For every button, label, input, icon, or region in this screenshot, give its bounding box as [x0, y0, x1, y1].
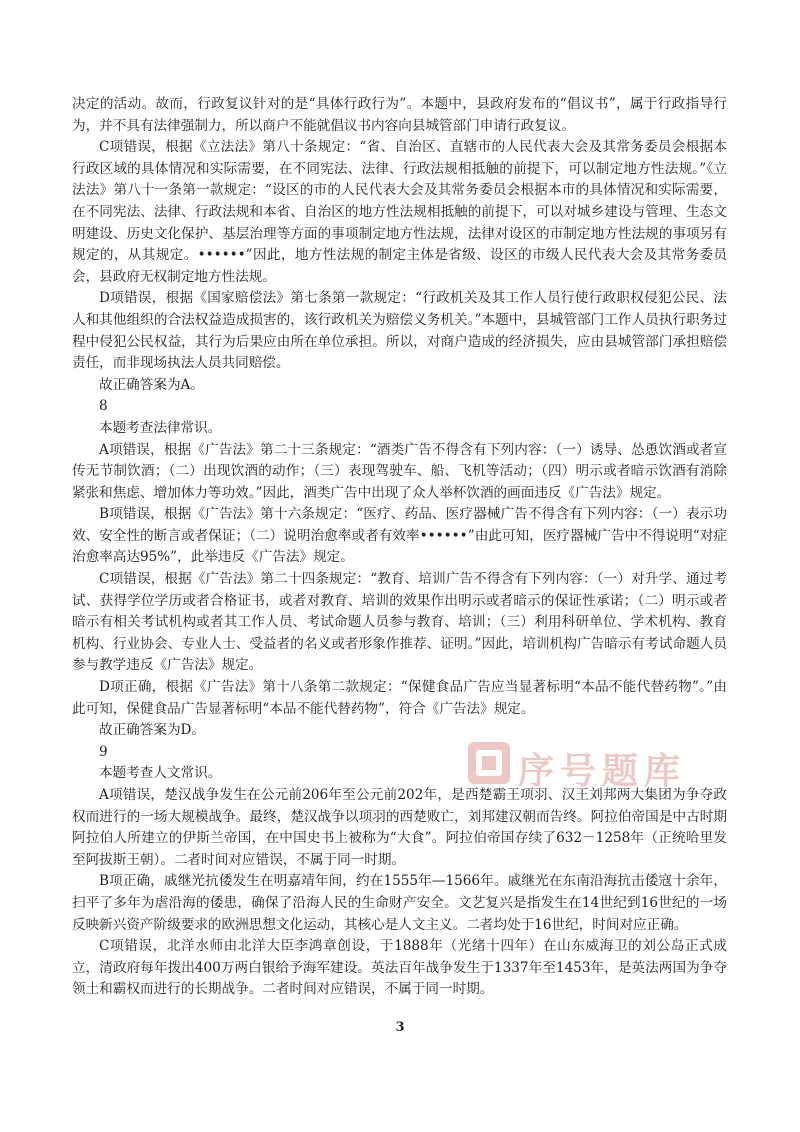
answer-line-q7: 故正确答案为A。	[99, 376, 204, 393]
watermark-text: 序号题库	[518, 751, 687, 792]
paragraph-q8-option-b: B项错误，根据《广告法》第十六条规定：“医疗、药品、医疗器械广告不得含有下列内容：（一）表示功效、安全性的断言或者保证；（二）说明治愈率或者有效率••••••”由此可知，医疗器械广告中不得说明“对症治愈率高达95%”，此举违反《广告法》规定。	[72, 506, 727, 566]
paragraph-option-d-compensation: D项错误，根据《国家赔偿法》第七条第一款规定：“行政机关及其工作人员行使行政职权侵犯公民、法人和其他组织的合法权益造成损害的，该行政机关为赔偿义务机关。”本题中，县城管部门工作人员执行职务过程中侵犯公民权益，其行为后果应由所在单位承担。所以，对商户造成的经济损失，应由县城管部门承担赔偿责任，而非现场执法人员共同赔偿。	[72, 290, 727, 372]
paragraph-q9-option-c: C项错误，北洋水师由北洋大臣李鸿章创设，于1888年（光绪十四年）在山东威海卫的刘公岛正式成立，清政府每年拨出400万两白银给予海军建设。英法百年战争发生于1337年至1453年，是英法两国为争夺领土和霸权而进行的长期战争。二者时间对应错误，不属于同一时期。	[72, 938, 727, 998]
topic-line-q8: 本题考查法律常识。	[99, 419, 222, 436]
question-number-8: 8	[99, 398, 108, 415]
paragraph-q9-option-b: B项正确，戚继光抗倭发生在明嘉靖年间，约在1555年—1566年。戚继光在东南沿海抗击倭寇十余年，扫平了多年为虐沿海的倭患，确保了沿海人民的生命财产安全。文艺复兴是指发生在14世纪到16世纪的一场反映新兴资产阶级要求的欧洲思想文化运动，其核心是人文主义。二者均处于16世纪，时间对应正确。	[72, 873, 727, 933]
paragraph-q8-option-c: C项错误，根据《广告法》第二十四条规定：“教育、培训广告不得含有下列内容：（一）对升学、通过考试、获得学位学历或者合格证书，或者对教育、培训的效果作出明示或者暗示的保证性承诺；（二）明示或者暗示有相关考试机构或者其工作人员、考试命题人员参与教育、培训；（三）利用科研单位、学术机构、教育机构、行业协会、专业人士、受益者的名义或者形象作推荐、证明。”因此，培训机构广告暗示有考试命题人员参与教学违反《广告法》规定。	[72, 571, 727, 674]
answer-line-q8: 故正确答案为D。	[99, 722, 206, 739]
question-number-9: 9	[99, 743, 108, 760]
document-body	[72, 94, 727, 1001]
paragraph-q8-option-d: D项正确，根据《广告法》第十八条第二款规定：“保健食品广告应当显著标明“本品不能代替药物”。”由此可知，保健食品广告显著标明“本品不能代替药物”，符合《广告法》规定。	[72, 679, 727, 717]
page-number: 3	[395, 1020, 405, 1035]
paragraph-q9-option-a: A项错误，楚汉战争发生在公元前206年至公元前202年，是西楚霸王项羽、汉王刘邦两大集团为争夺政权而进行的一场大规模战争。最终，楚汉战争以项羽的西楚败亡，刘邦建汉朝而告终。阿拉伯帝国是中古时期阿拉伯人所建立的伊斯兰帝国，在中国史书上被称为“大食”。阿拉伯帝国存续了632－1258年（正统哈里发至阿拔斯王朝）。二者时间对应错误，不属于同一时期。	[72, 787, 727, 868]
topic-line-q9: 本题考查人文常识。	[99, 765, 222, 782]
paragraph-option-c-legislation: C项错误，根据《立法法》第八十条规定：“省、自治区、直辖市的人民代表大会及其常务委员会根据本行政区域的具体情况和实际需要，在不同宪法、法律、行政法规相抵触的前提下，可以制定地方性法规。”《立法法》第八十一条第一款规定：“设区的市的人民代表大会及其常务委员会根据本市的具体情况和实际需要，在不同宪法、法律、行政法规和本省、自治区的地方性法规相抵触的前提下，可以对城乡建设与管理、生态文明建设、历史文化保护、基层治理等方面的事项制定地方性法规，法律对设区的市制定地方性法规的事项另有规定的，从其规定。••••••”因此，地方性法规的制定主体是省级、设区的市级人民代表大会及其常务委员会，县政府无权制定地方性法规。	[72, 139, 727, 285]
paragraph-q8-option-a: A项错误，根据《广告法》第二十三条规定：“酒类广告不得含有下列内容：（一）诱导、怂恿饮酒或者宣传无节制饮酒；（二）出现饮酒的动作；（三）表现驾驶车、船、飞机等活动；（四）明示或者暗示饮酒有消除紧张和焦虑、增加体力等功效。”因此，酒类广告中出现了众人举杯饮酒的画面违反《广告法》规定。	[72, 441, 727, 501]
paragraph-continuation: 决定的活动。故而，行政复议针对的是“具体行政行为”。本题中，县政府发布的“倡议书”，属于行政指导行为，并不具有法律强制力，所以商户不能就倡议书内容向县城管部门申请行政复议。	[72, 96, 727, 134]
